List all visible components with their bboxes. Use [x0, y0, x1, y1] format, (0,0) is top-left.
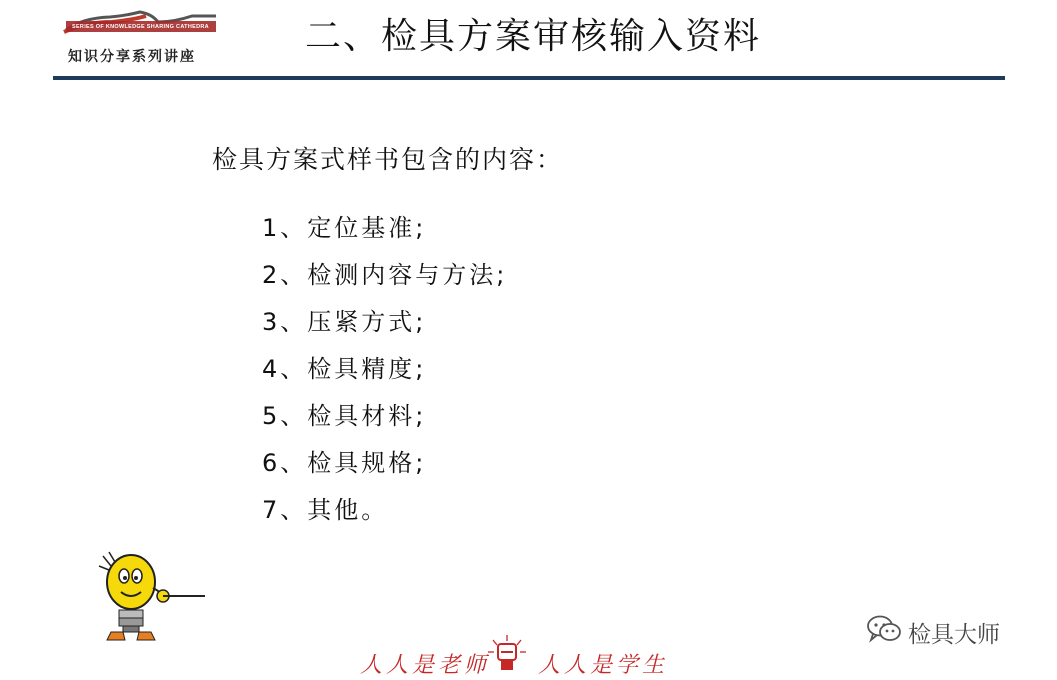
list-item: 3、压紧方式;: [262, 308, 427, 336]
logo-chinese-text: 知识分享系列讲座: [68, 49, 196, 65]
footer-emblem-icon: [487, 634, 527, 676]
page-title: 二、检具方案审核输入资料: [305, 16, 762, 57]
series-logo: [62, 8, 222, 68]
intro-heading: 检具方案式样书包含的内容：: [212, 145, 564, 174]
list-item: 1、定位基准;: [262, 214, 427, 242]
list-item: 4、检具精度;: [262, 355, 427, 383]
wechat-icon: [866, 614, 902, 650]
content-list: [262, 208, 507, 537]
lightbulb-mascot-icon: [97, 548, 207, 648]
list-item: 5、检具材料;: [262, 402, 427, 430]
logo-tagline: SERIES OF KNOWLEDGE SHARING CATHEDRA: [72, 24, 209, 30]
list-item: 6、检具规格;: [262, 449, 427, 477]
list-item: 2、检测内容与方法;: [262, 261, 508, 289]
footer-slogan-right: 人人是学生: [538, 653, 669, 678]
watermark: [866, 614, 1000, 650]
watermark-text: 检具大师: [908, 621, 1000, 648]
header-divider: [53, 76, 1005, 80]
list-item: 7、其他。: [262, 496, 389, 524]
footer-slogan-left: 人人是老师: [360, 653, 491, 678]
